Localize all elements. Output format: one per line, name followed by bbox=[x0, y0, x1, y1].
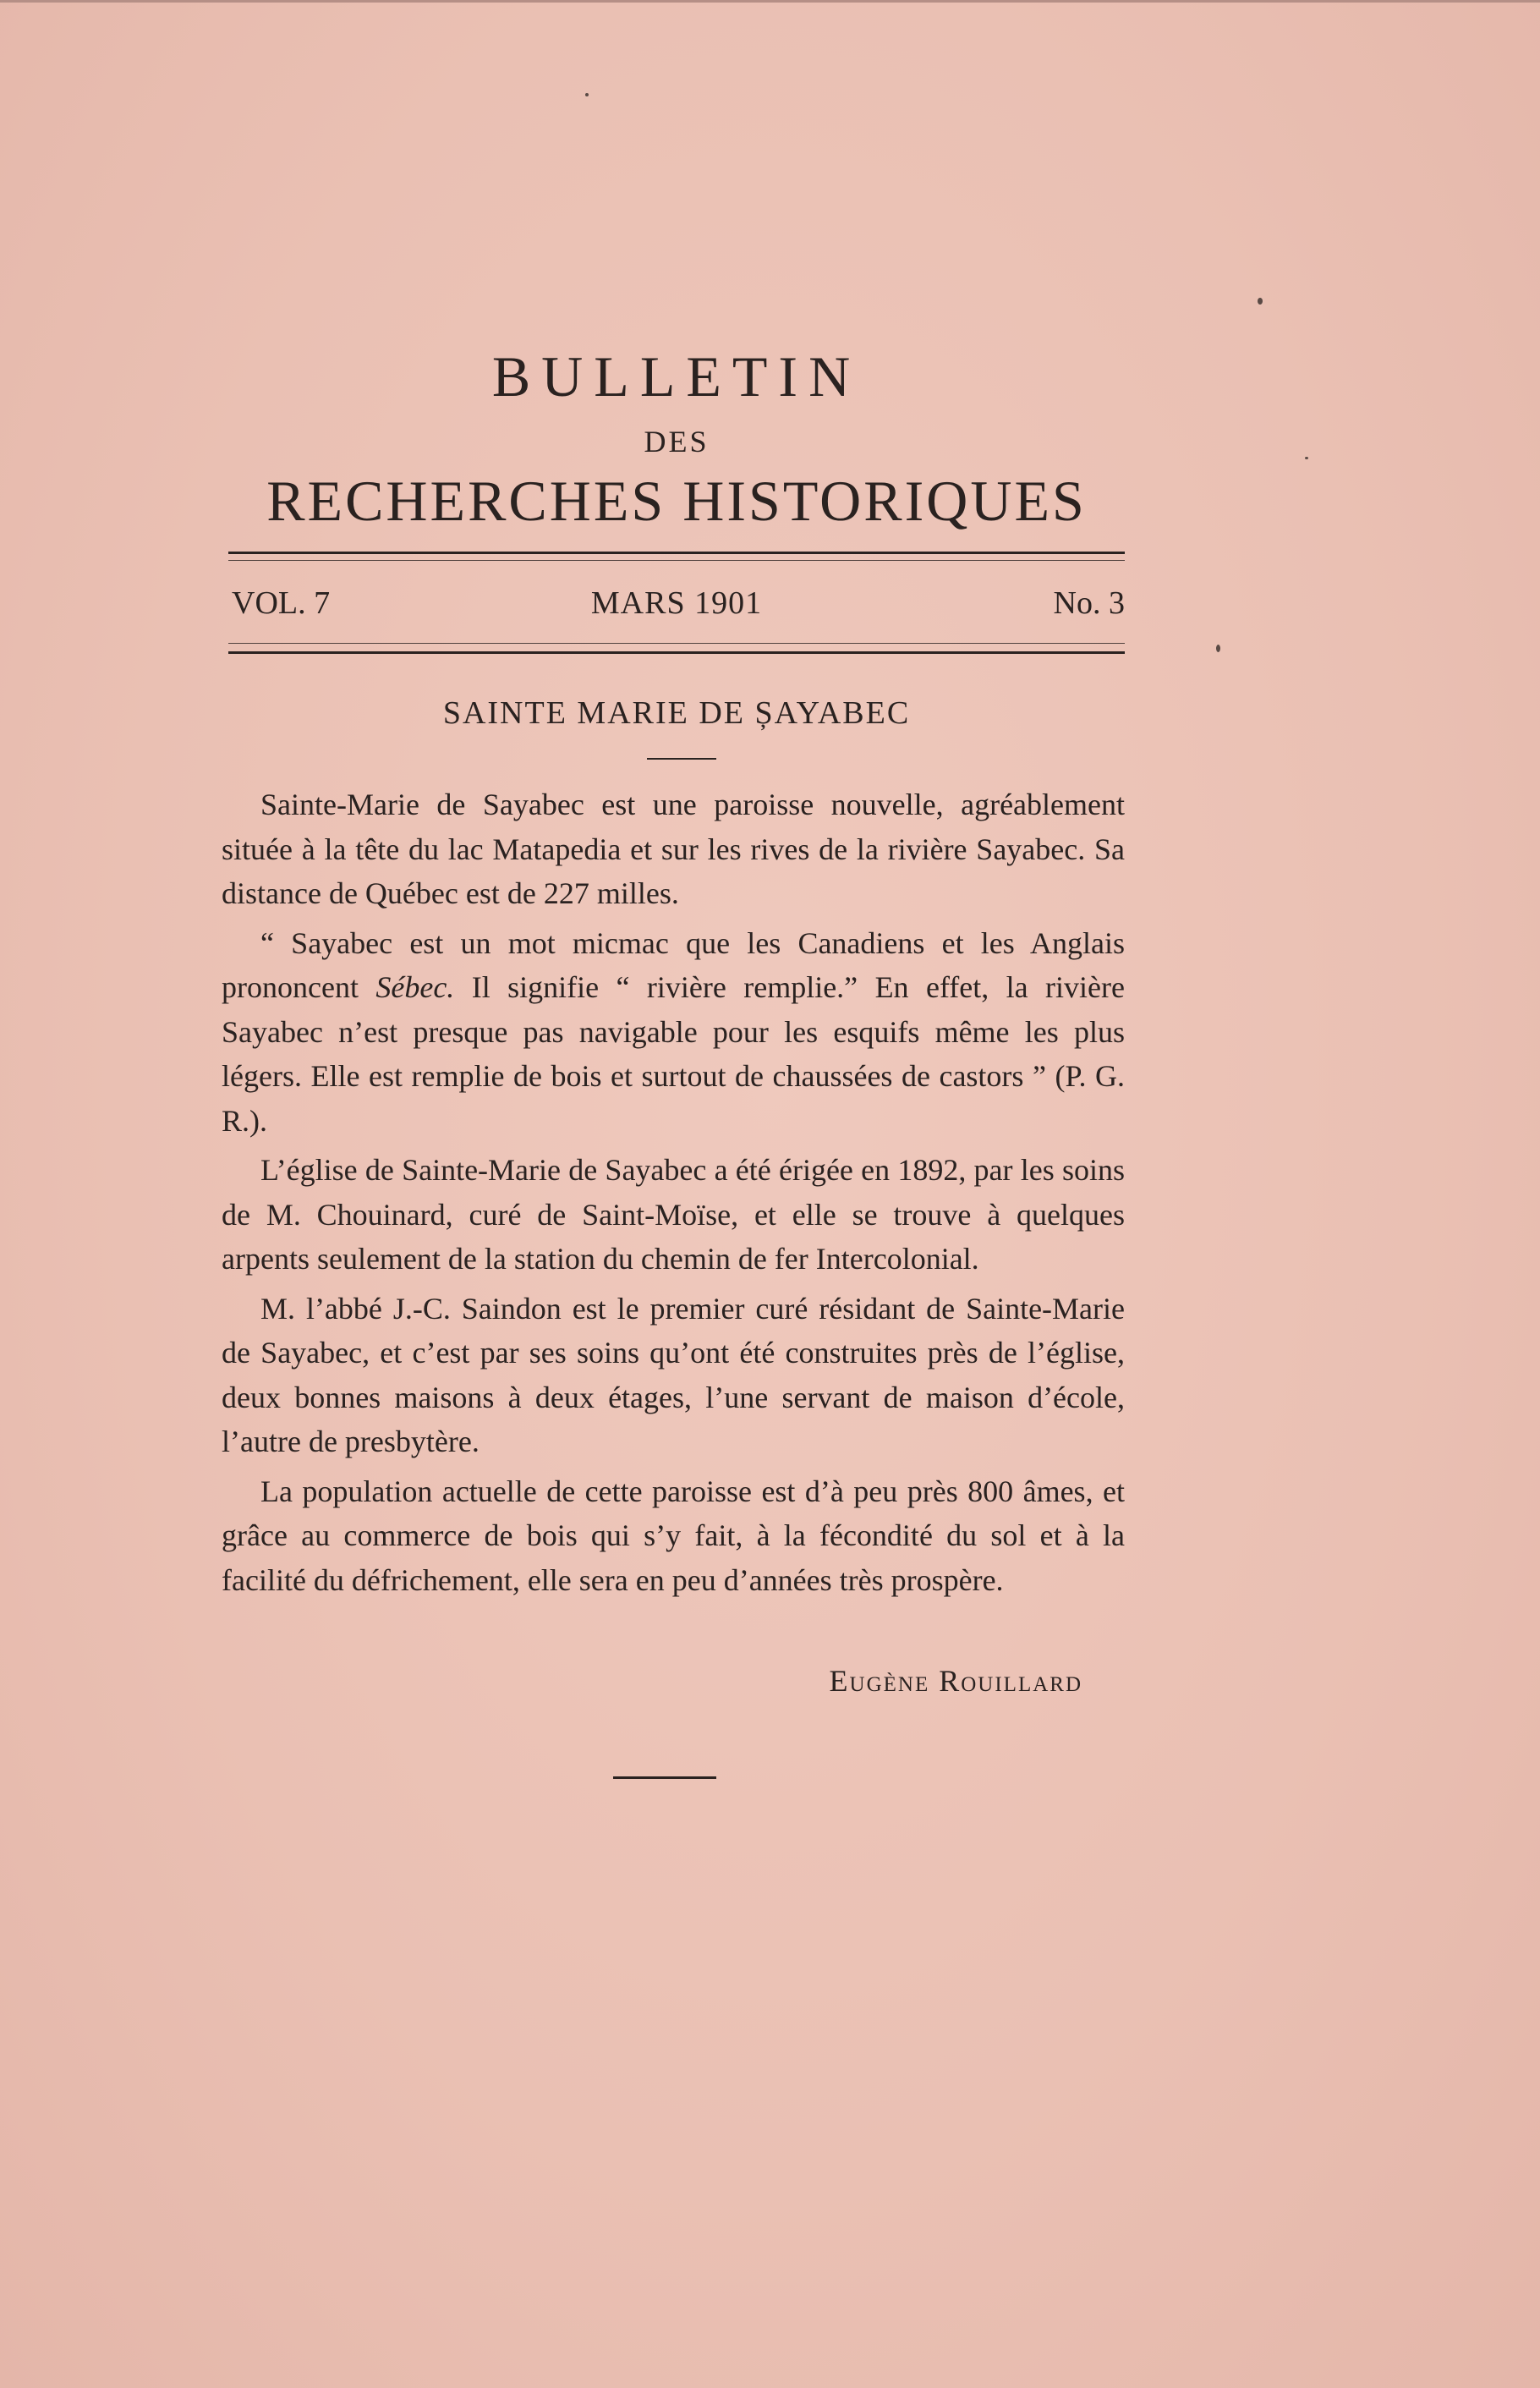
paragraph-1: Sainte-Marie de Sayabec est une paroisse nouvelle, agréablement située à la tête du lac Matapedia et sur les rives de la rivière Sayabec. Sa distance de Québec est de 227 milles. bbox=[222, 788, 1125, 910]
paragraph-4: M. l’abbé J.-C. Saindon est le premier curé résidant de Sainte-Marie de Sayabec, et c’est par ses soins qu’ont été construites près de l’église, deux bonnes maisons à deux étages, l’une servant de maison d’école, l’autre de presbytère. bbox=[222, 1291, 1125, 1458]
issue-number: No. 3 bbox=[1053, 585, 1125, 621]
paper-speck bbox=[1305, 457, 1308, 459]
journal-title-connector: DES bbox=[644, 425, 710, 458]
masthead-rule-top-thin bbox=[228, 560, 1125, 561]
author-signature: Eugène Rouillard bbox=[829, 1664, 1082, 1698]
paragraph-5: La population actuelle de cette paroisse est d’à peu près 800 âmes, et grâce au commerce de bois qui s’y fait, à la fécondité du sol et à la facilité du défrichement, elle sera en peu d’années très prospère. bbox=[222, 1474, 1125, 1597]
paper-speck bbox=[1216, 645, 1220, 652]
paragraph-3: L’église de Sainte-Marie de Sayabec a été érigée en 1892, par les soins de M. Chouinard, curé de Saint-Moïse, et elle se trouve à quelques arpents seulement de la station du chemin de fer Intercolonial. bbox=[222, 1153, 1125, 1276]
paper-speck bbox=[1258, 298, 1263, 305]
title-divider bbox=[647, 758, 716, 760]
journal-subtitle: RECHERCHES HISTORIQUES bbox=[266, 469, 1087, 533]
end-divider bbox=[613, 1776, 716, 1779]
article-body bbox=[222, 782, 1125, 1607]
issue-date: MARS 1901 bbox=[590, 585, 763, 621]
italic-term: Sébec. bbox=[375, 970, 455, 1004]
paper-speck bbox=[585, 93, 589, 96]
paragraph-2: “ Sayabec est un mot micmac que les Canadiens et les Anglais prononcent Sébec. Il signifie “ rivière remplie.” En effet, la rivière Sayabec n’est presque pas navigable pour les esquifs même les plus légers. Elle est remplie de bois et surtout de chaussées de castors ” (P. G. R.). bbox=[222, 925, 1125, 1138]
issue-line bbox=[228, 582, 1125, 624]
masthead-rule-top-thick bbox=[228, 552, 1125, 554]
page-top-edge bbox=[0, 0, 1540, 3]
masthead-rule-bottom-thick bbox=[228, 651, 1125, 654]
article-title: SAINTE MARIE DE ȘAYABEC bbox=[442, 695, 911, 731]
issue-volume: VOL. 7 bbox=[232, 585, 331, 621]
journal-title: BULLETIN bbox=[491, 344, 862, 409]
masthead-rule-bottom-thin bbox=[228, 643, 1125, 644]
